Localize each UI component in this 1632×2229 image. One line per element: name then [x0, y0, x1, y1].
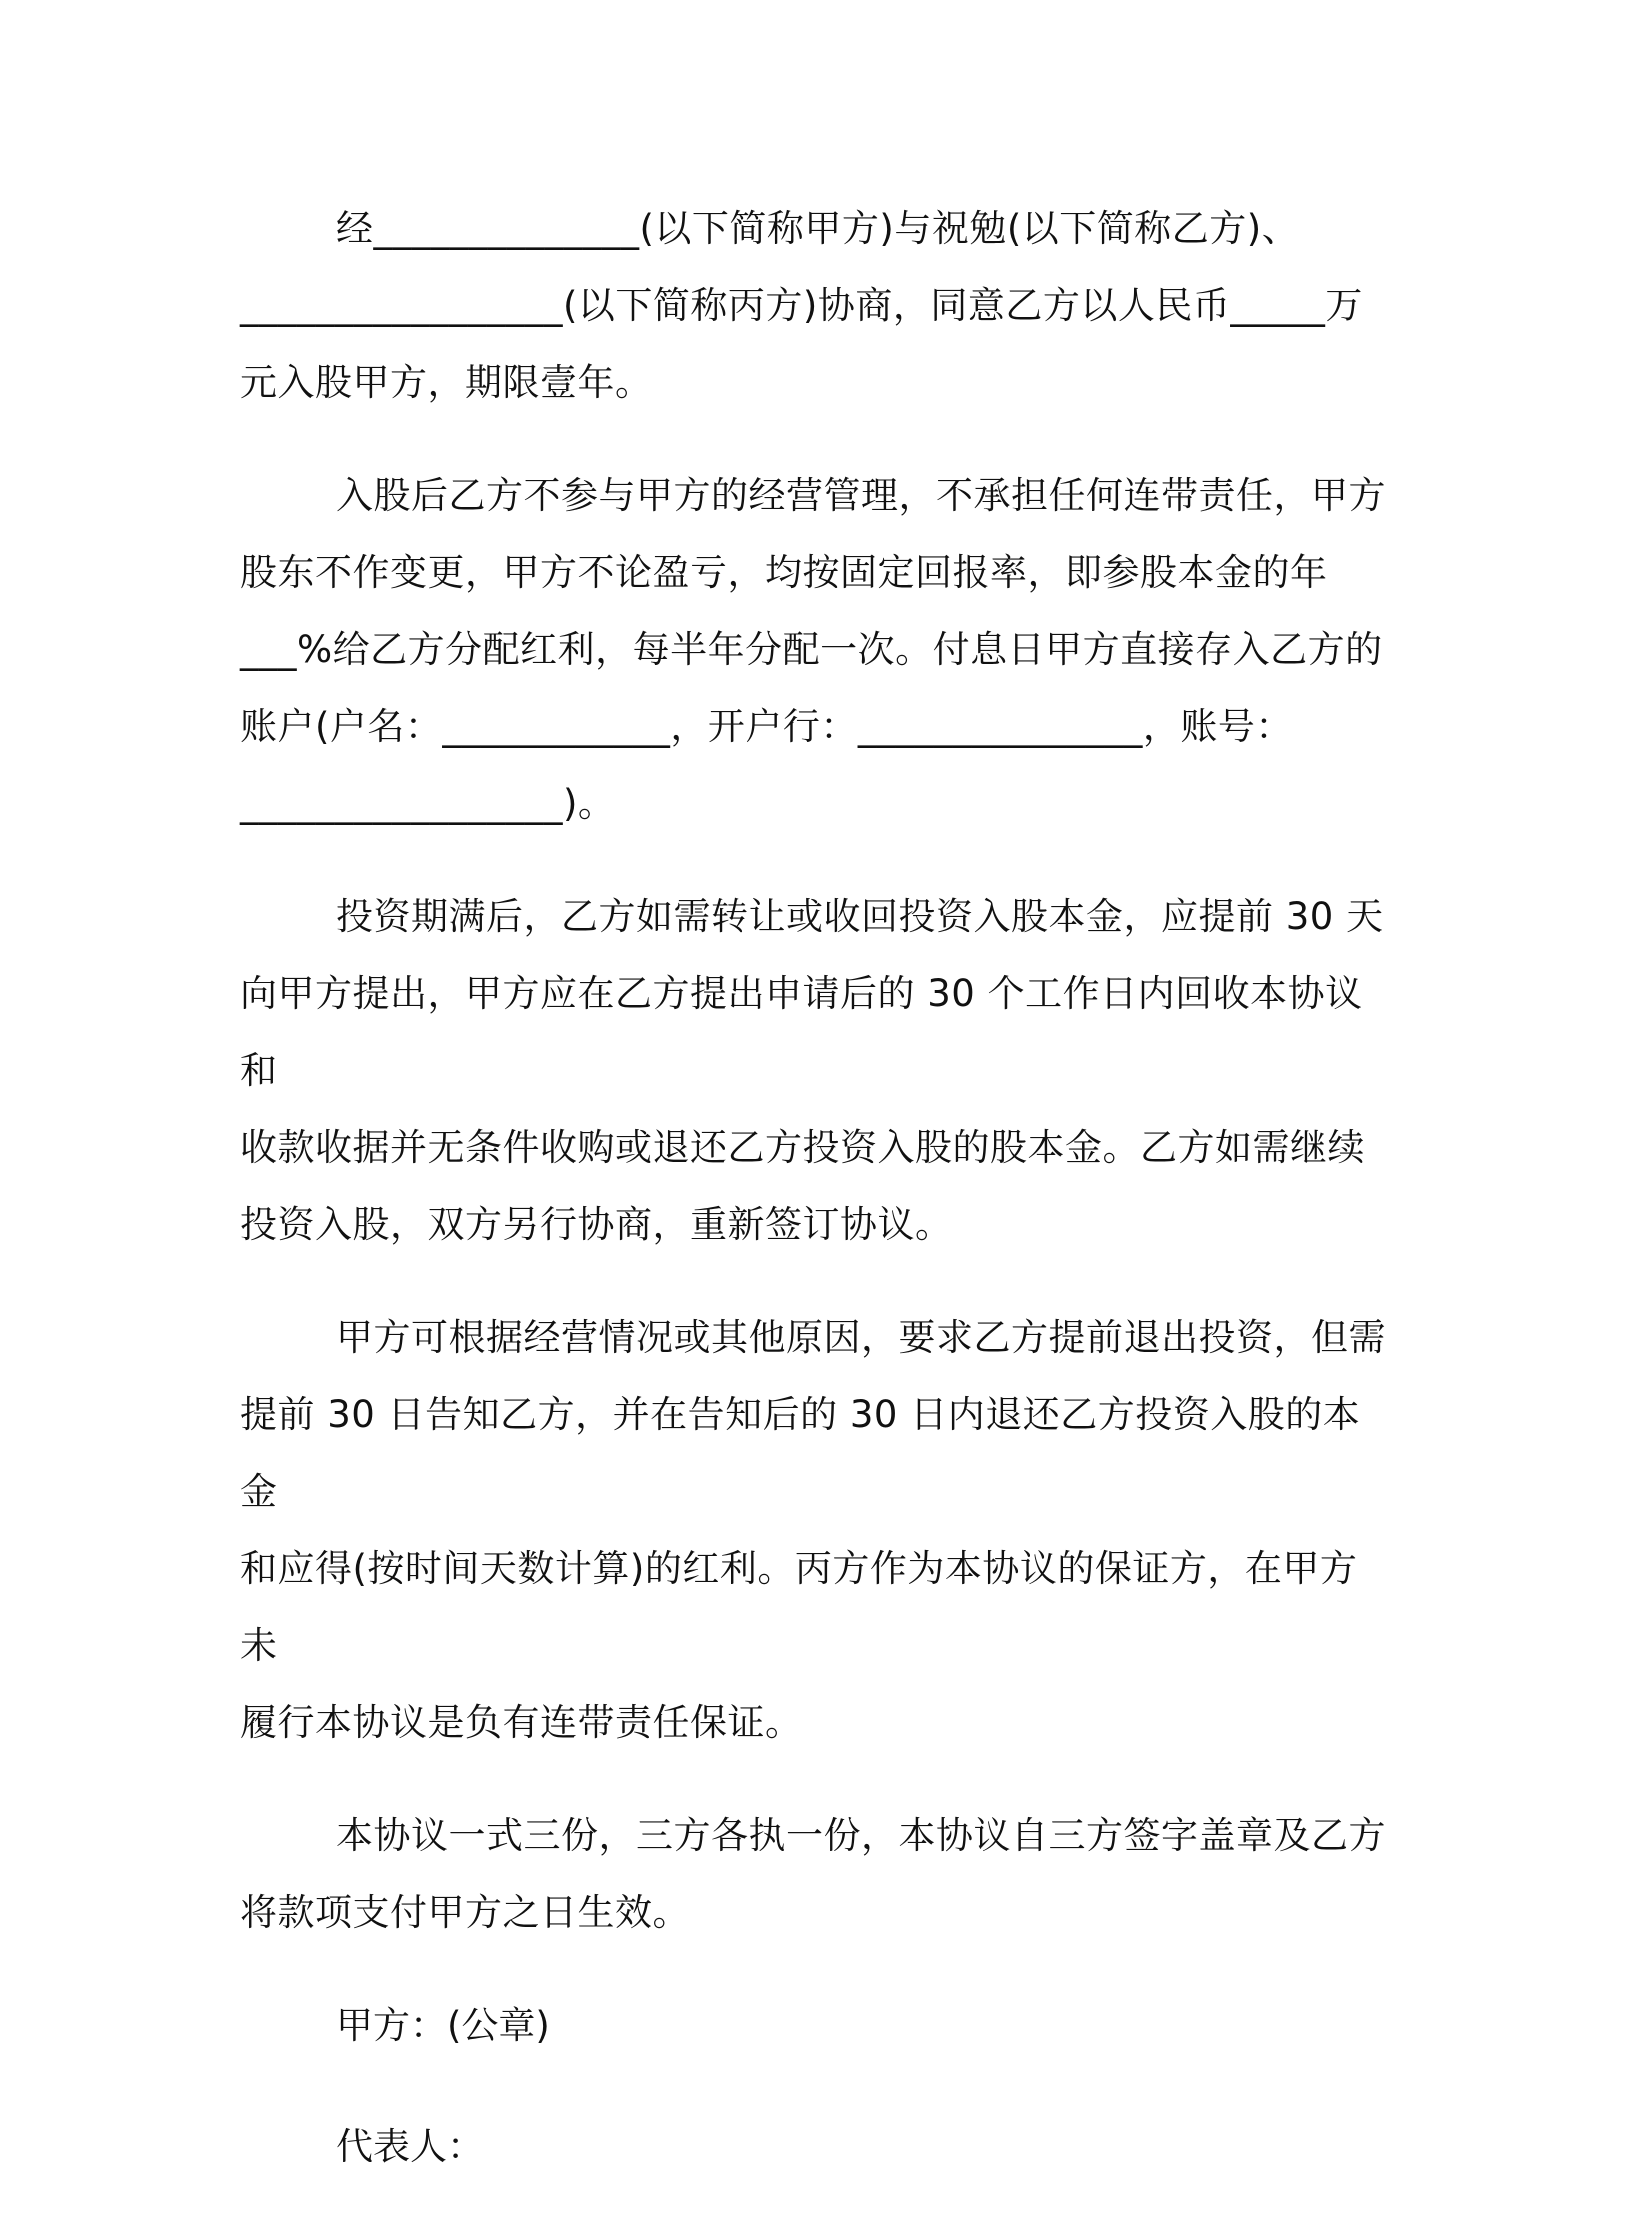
text-line: _________________)。	[240, 782, 616, 825]
text-line: _________________(以下简称丙方)协商，同意乙方以人民币_____万	[240, 284, 1363, 327]
text-line: 向甲方提出，甲方应在乙方提出申请后的 30 个工作日内回收本协议和	[240, 972, 1363, 1092]
text-line: 元入股甲方，期限壹年。	[240, 361, 653, 404]
text-line: ___%给乙方分配红利，每半年分配一次。付息日甲方直接存入乙方的	[240, 628, 1383, 671]
paragraph-parties	[240, 190, 1390, 421]
text-line: 经______________(以下简称甲方)与祝勉(以下简称乙方)、	[336, 207, 1300, 250]
document-body	[240, 190, 1390, 2229]
text-line: 提前 30 日告知乙方，并在告知后的 30 日内退还乙方投资入股的本金	[240, 1393, 1361, 1513]
text-line: 收款收据并无条件收购或退还乙方投资入股的股本金。乙方如需继续	[240, 1126, 1365, 1169]
text-line: 股东不作变更，甲方不论盈亏，均按固定回报率，即参股本金的年	[240, 551, 1328, 594]
paragraph-early-exit-terms	[240, 1299, 1390, 1761]
text-line: 账户(户名：____________，开户行：_______________，账号：	[240, 705, 1293, 748]
text-line: 将款项支付甲方之日生效。	[240, 1891, 690, 1934]
text-line: 投资入股，双方另行协商，重新签订协议。	[240, 1203, 953, 1246]
text-line: 投资期满后，乙方如需转让或收回投资入股本金，应提前 30 天	[336, 895, 1384, 938]
paragraph-expiry-terms	[240, 878, 1390, 1263]
text-line: 入股后乙方不参与甲方的经营管理，不承担任何连带责任，甲方	[336, 474, 1386, 517]
text-line: 甲方可根据经营情况或其他原因，要求乙方提前退出投资，但需	[336, 1316, 1386, 1359]
party-a-seal-line: 甲方：(公章)	[336, 2004, 550, 2047]
text-line: 和应得(按时间天数计算)的红利。丙方作为本协议的保证方，在甲方未	[240, 1547, 1358, 1667]
representative-line: 代表人：	[336, 2125, 484, 2168]
text-line: 本协议一式三份，三方各执一份，本协议自三方签字盖章及乙方	[336, 1814, 1386, 1857]
text-line: 履行本协议是负有连带责任保证。	[240, 1701, 803, 1744]
paragraph-dividend-terms	[240, 457, 1390, 842]
paragraph-copies-effective	[240, 1797, 1390, 1951]
